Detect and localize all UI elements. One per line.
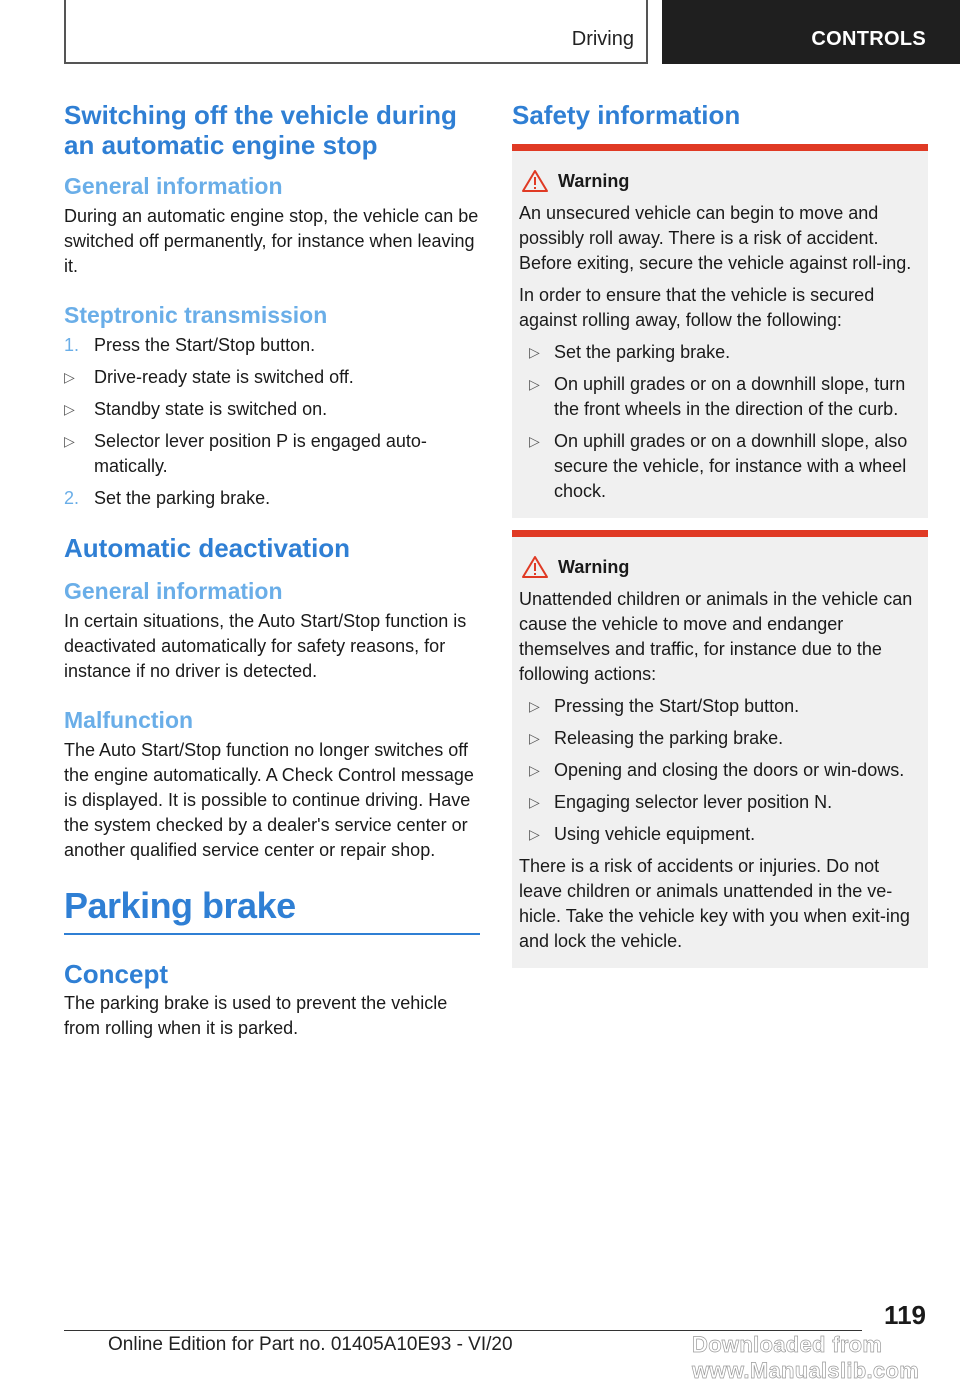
header-chapter-label: CONTROLS [811, 28, 926, 50]
switch-off-title-line1: Switching off the vehicle during [64, 100, 457, 130]
warning-text: There is a risk of accidents or injuries. Do not leave children or animals unattended in the ve-hicle. Take the vehicle key with you when exit-ing and lock the vehicle. [519, 856, 910, 951]
list-item-text: Set the parking brake. [554, 342, 731, 362]
list-item-text: Drive-ready state is switched off. [94, 367, 354, 387]
right-column [512, 100, 928, 968]
step-item [64, 486, 480, 511]
list-item [64, 365, 480, 390]
bullet-triangle-icon: ▷ [64, 369, 75, 385]
list-item [519, 372, 920, 422]
header-section-box [64, 0, 648, 64]
list-item-text: Selector lever position P is engaged auto-matically. [94, 431, 427, 476]
malfunction-text: The Auto Start/Stop function no longer switches off the engine automatically. A Check Control message is displayed. It is possible to continue driving. Have the system checked by a dealer's service center or another qualified service center or repair shop. [64, 740, 474, 860]
bullet-triangle-icon: ▷ [64, 401, 75, 417]
warning-box [512, 144, 928, 518]
auto-general-info-text: In certain situations, the Auto Start/Stop function is deactivated automatically for safety reasons, for instance if no driver is detected. [64, 611, 467, 681]
malfunction-heading: Malfunction [64, 707, 194, 733]
step-item [64, 333, 480, 358]
list-item [519, 429, 920, 504]
edition-text: Online Edition for Part no. 01405A10E93 - VI/20 [108, 1334, 513, 1355]
safety-info-title: Safety information [512, 100, 741, 130]
warning-text: In order to ensure that the vehicle is secured against rolling away, follow the following: [519, 285, 875, 330]
warning-header [519, 555, 920, 581]
list-item [64, 397, 480, 422]
steptronic-heading: Steptronic transmission [64, 302, 328, 328]
bullet-triangle-icon: ▷ [529, 826, 540, 842]
steps-list [64, 333, 480, 511]
section-divider [64, 933, 480, 935]
list-item [519, 790, 920, 815]
list-item [519, 758, 920, 783]
warning-triangle-icon [521, 555, 549, 579]
concept-heading: Concept [64, 959, 168, 989]
bullet-triangle-icon: ▷ [529, 794, 540, 810]
list-item-text: Using vehicle equipment. [554, 824, 756, 844]
step-text: Set the parking brake. [94, 488, 271, 508]
bullet-triangle-icon: ▷ [529, 376, 540, 392]
step-text: Press the Start/Stop button. [94, 335, 316, 355]
warning-header [519, 169, 920, 195]
list-item-text: On uphill grades or on a downhill slope, turn the front wheels in the direction of the curb. [554, 374, 906, 419]
warning-text: Unattended children or animals in the vehicle can cause the vehicle to move and endanger themselves and traffic, for instance due to the following actions: [519, 589, 913, 684]
list-item-text: Opening and closing the doors or win-dows. [554, 760, 905, 780]
left-column [64, 100, 480, 1041]
footer-divider [64, 1330, 862, 1331]
list-item [519, 694, 920, 719]
bullet-triangle-icon: ▷ [529, 698, 540, 714]
concept-text: The parking brake is used to prevent the vehicle from rolling when it is parked. [64, 993, 448, 1038]
auto-general-info-heading: General information [64, 578, 283, 604]
watermark: Downloaded from www.Manualslib.com [692, 1332, 920, 1383]
list-item [519, 822, 920, 847]
list-item-text: Engaging selector lever position N. [554, 792, 833, 812]
header-section-label: Driving [571, 28, 634, 50]
warning-text: An unsecured vehicle can begin to move and possibly roll away. There is a risk of accident. Before exiting, secure the vehicle against roll-ing. [519, 203, 912, 273]
auto-deactivation-title: Automatic deactivation [64, 533, 351, 563]
header-chapter-box [662, 0, 960, 64]
warning-label: Warning [558, 557, 630, 577]
list-item-text: Pressing the Start/Stop button. [554, 696, 800, 716]
page-number: 119 [884, 1300, 926, 1330]
list-item [519, 340, 920, 365]
switch-off-title [64, 100, 480, 160]
step-number: 1. [64, 335, 80, 355]
general-info-text: During an automatic engine stop, the vehicle can be switched off permanently, for instance when leaving it. [64, 206, 479, 276]
general-info-heading: General information [64, 173, 283, 199]
switch-off-title-line2: an automatic engine stop [64, 130, 378, 160]
bullet-triangle-icon: ▷ [64, 433, 75, 449]
step-number: 2. [64, 488, 80, 508]
bullet-triangle-icon: ▷ [529, 762, 540, 778]
list-item-text: Releasing the parking brake. [554, 728, 784, 748]
bullet-triangle-icon: ▷ [529, 433, 540, 449]
list-item-text: Standby state is switched on. [94, 399, 328, 419]
warning-box [512, 530, 928, 968]
warning-triangle-icon [521, 169, 549, 193]
list-item-text: On uphill grades or on a downhill slope, also secure the vehicle, for instance with a wheel chock. [554, 431, 908, 501]
bullet-triangle-icon: ▷ [529, 344, 540, 360]
warning-label: Warning [558, 171, 630, 191]
list-item [64, 429, 480, 479]
list-item [519, 726, 920, 751]
parking-brake-title: Parking brake [64, 885, 296, 926]
bullet-triangle-icon: ▷ [529, 730, 540, 746]
